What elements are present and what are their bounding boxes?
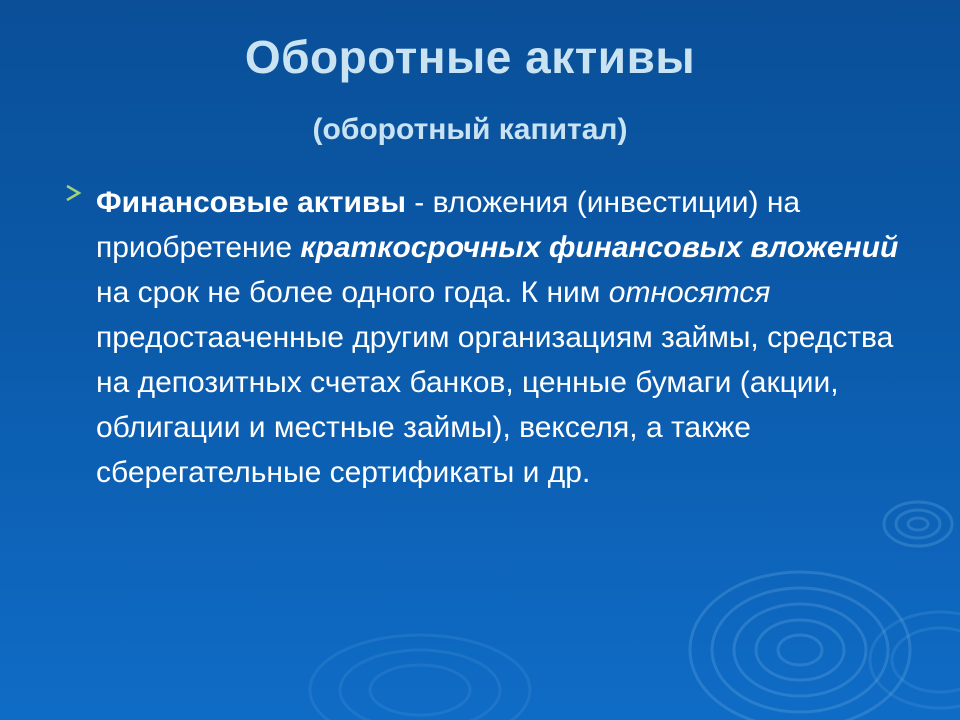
slide-subtitle: (оборотный капитал): [312, 113, 628, 146]
bullet-text-part-1: - вложения (инвестиции) на приобретение: [96, 186, 801, 264]
bullet-text-part-3: предостааченные другим организациям займы, средства на депозитных счетах банков, ценные бумаги (акции, облигации и местные займы), векселя, а также сберегательные сертификаты и др.: [96, 321, 894, 489]
ripple-left: [310, 635, 530, 720]
arrowhead-bullet-icon: [64, 183, 84, 203]
ripple-large: [690, 572, 910, 720]
ripple-small: [884, 502, 952, 546]
bullet-paragraph: [96, 180, 926, 495]
ripple-right: [870, 612, 960, 708]
bullet-term: Финансовые активы: [96, 186, 406, 219]
slide-title: Оборотные активы: [244, 31, 696, 83]
bullet-emphasis: краткосрочных финансовых вложений: [300, 231, 899, 264]
bullet-text-part-2: на срок не более одного года. К ним: [96, 276, 609, 309]
bullet-italic-word: относятся: [608, 276, 771, 309]
